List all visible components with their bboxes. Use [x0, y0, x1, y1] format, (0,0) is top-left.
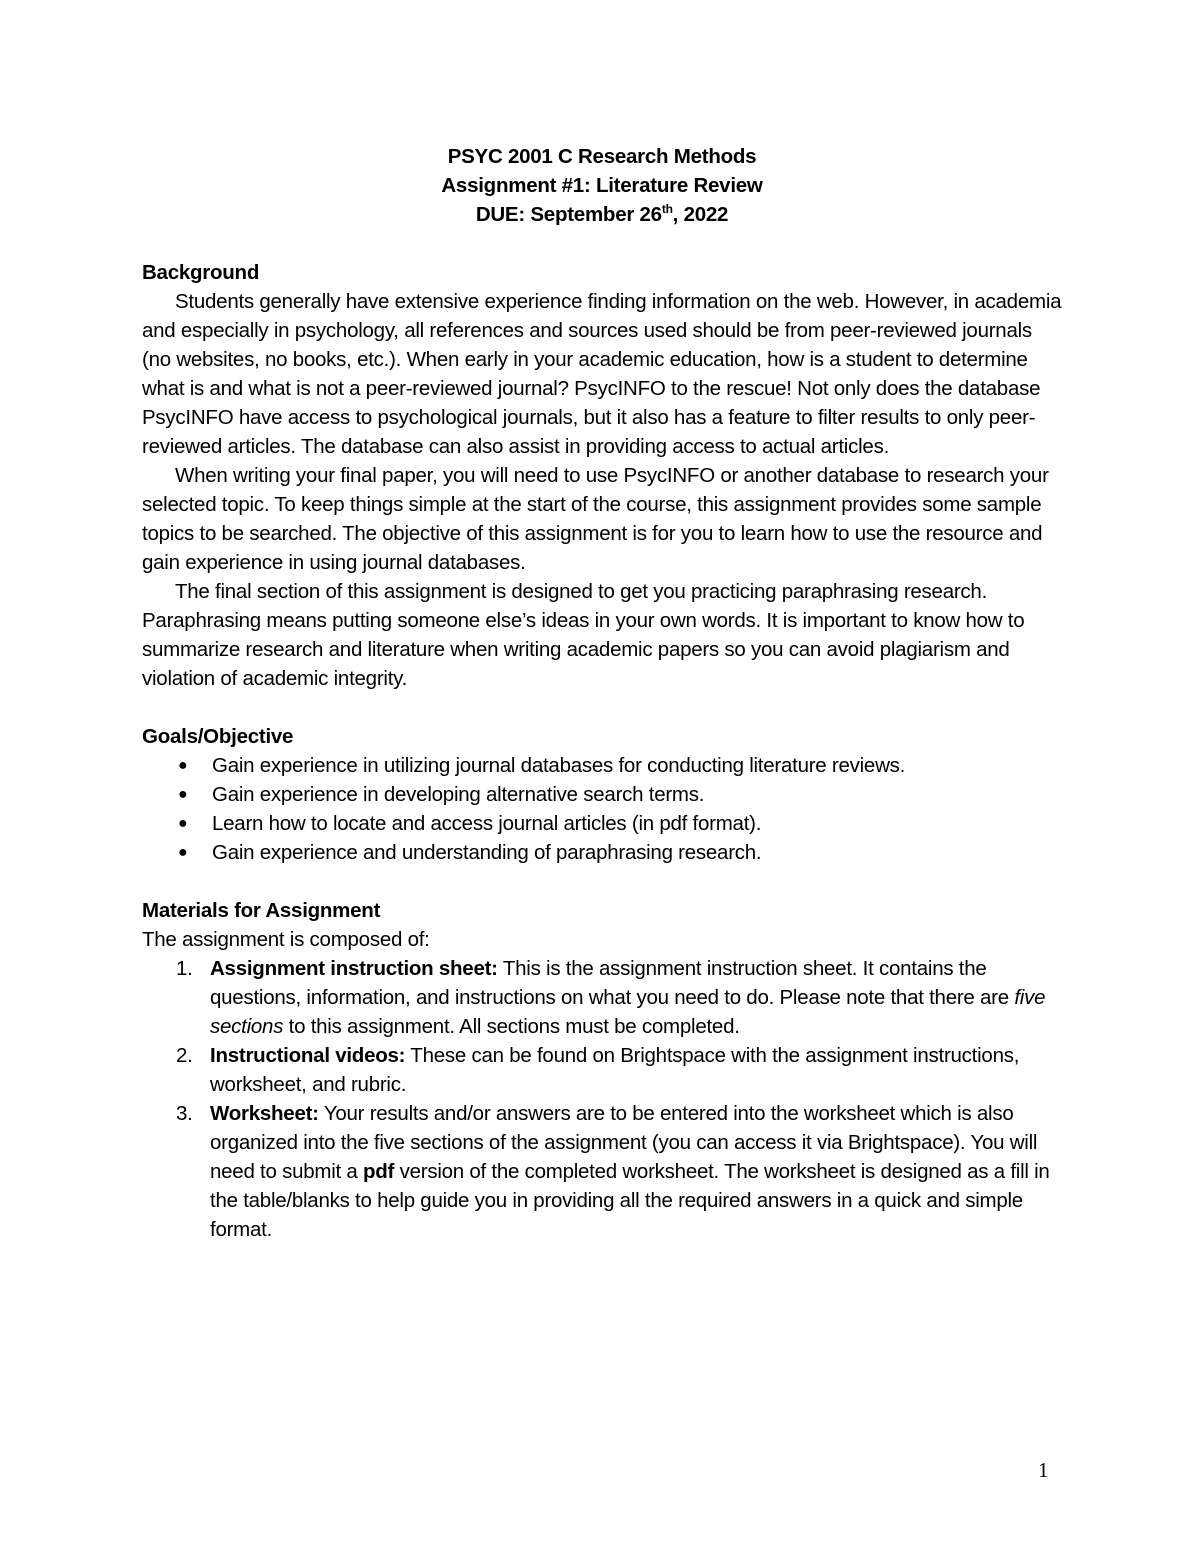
item-text: Your results and/or answers are to be entered into the worksheet which is also organized into the five sections of the assignment (you can access it via Brightspace). You will need to submit a	[210, 1102, 1038, 1183]
due-date-suffix: , 2022	[672, 203, 729, 226]
background-paragraph: When writing your final paper, you will need to use PsycINFO or another database to research your selected topic. To keep things simple at the start of the course, this assignment provides some sample topics to be searched. The objective of this assignment is for you to learn how to use the resource and gain experience in using journal databases.	[142, 464, 1049, 574]
document-header	[142, 142, 1062, 229]
item-number: 3.	[176, 1102, 193, 1125]
bullet-icon: ●	[178, 815, 188, 832]
goal-text: Gain experience in utilizing journal databases for conducting literature reviews.	[212, 754, 906, 777]
item-label: Instructional videos:	[210, 1044, 406, 1067]
bullet-icon: ●	[178, 757, 188, 774]
materials-heading: Materials for Assignment	[142, 899, 381, 922]
goal-item	[142, 751, 1062, 780]
item-label: Worksheet:	[210, 1102, 319, 1125]
goal-item	[142, 809, 1062, 838]
materials-intro: The assignment is composed of:	[142, 928, 430, 951]
document-page	[142, 142, 1062, 1244]
item-emphasis: pdf	[363, 1160, 395, 1183]
course-title: PSYC 2001 C Research Methods	[447, 145, 757, 168]
item-text: to this assignment. All sections must be completed.	[283, 1015, 740, 1038]
due-date-prefix: DUE: September 26	[475, 203, 662, 226]
goal-item	[142, 838, 1062, 867]
due-date	[142, 200, 1062, 229]
goals-heading: Goals/Objective	[142, 725, 294, 748]
item-text: This is the assignment instruction sheet. It contains the questions, information, and instructions on what you need to do. Please note that there are	[210, 957, 1015, 1009]
goal-text: Gain experience and understanding of paraphrasing research.	[212, 841, 762, 864]
item-text: version of the completed worksheet. The worksheet is designed as a fill in the table/blanks to help guide you in providing all the required answers in a quick and simple format.	[210, 1160, 1050, 1241]
material-item	[142, 1041, 1062, 1099]
item-number: 1.	[176, 957, 193, 980]
bullet-icon: ●	[178, 786, 188, 803]
goal-item	[142, 780, 1062, 809]
background-heading: Background	[142, 261, 260, 284]
material-item	[142, 954, 1062, 1041]
goals-section	[142, 722, 1062, 867]
due-date-superscript: th	[661, 202, 673, 217]
materials-section	[142, 896, 1062, 1244]
item-number: 2.	[176, 1044, 193, 1067]
item-label: Assignment instruction sheet:	[210, 957, 498, 980]
item-text: These can be found on Brightspace with the assignment instructions, worksheet, and rubric.	[210, 1044, 1020, 1096]
goals-list	[142, 751, 1062, 867]
item-emphasis: five sections	[210, 986, 1046, 1038]
background-section	[142, 258, 1062, 693]
goal-text: Gain experience in developing alternative search terms.	[212, 783, 705, 806]
page-number: 1	[1038, 1458, 1049, 1482]
assignment-title: Assignment #1: Literature Review	[441, 174, 763, 197]
goal-text: Learn how to locate and access journal articles (in pdf format).	[212, 812, 762, 835]
material-item	[142, 1099, 1062, 1244]
materials-list	[142, 954, 1062, 1244]
bullet-icon: ●	[178, 844, 188, 861]
background-paragraph: Students generally have extensive experience finding information on the web. However, in academia and especially in psychology, all references and sources used should be from peer-reviewed journals (no websites, no books, etc.). When early in your academic education, how is a student to determine what is and what is not a peer-reviewed journal? PsycINFO to the rescue! Not only does the database PsycINFO have access to psychological journals, but it also has a feature to filter results to only peer-reviewed articles. The database can also assist in providing access to actual articles.	[142, 290, 1062, 458]
background-paragraph: The final section of this assignment is designed to get you practicing paraphrasing research. Paraphrasing means putting someone else’s ideas in your own words. It is important to know how to summarize research and literature when writing academic papers so you can avoid plagiarism and violation of academic integrity.	[142, 580, 1025, 690]
